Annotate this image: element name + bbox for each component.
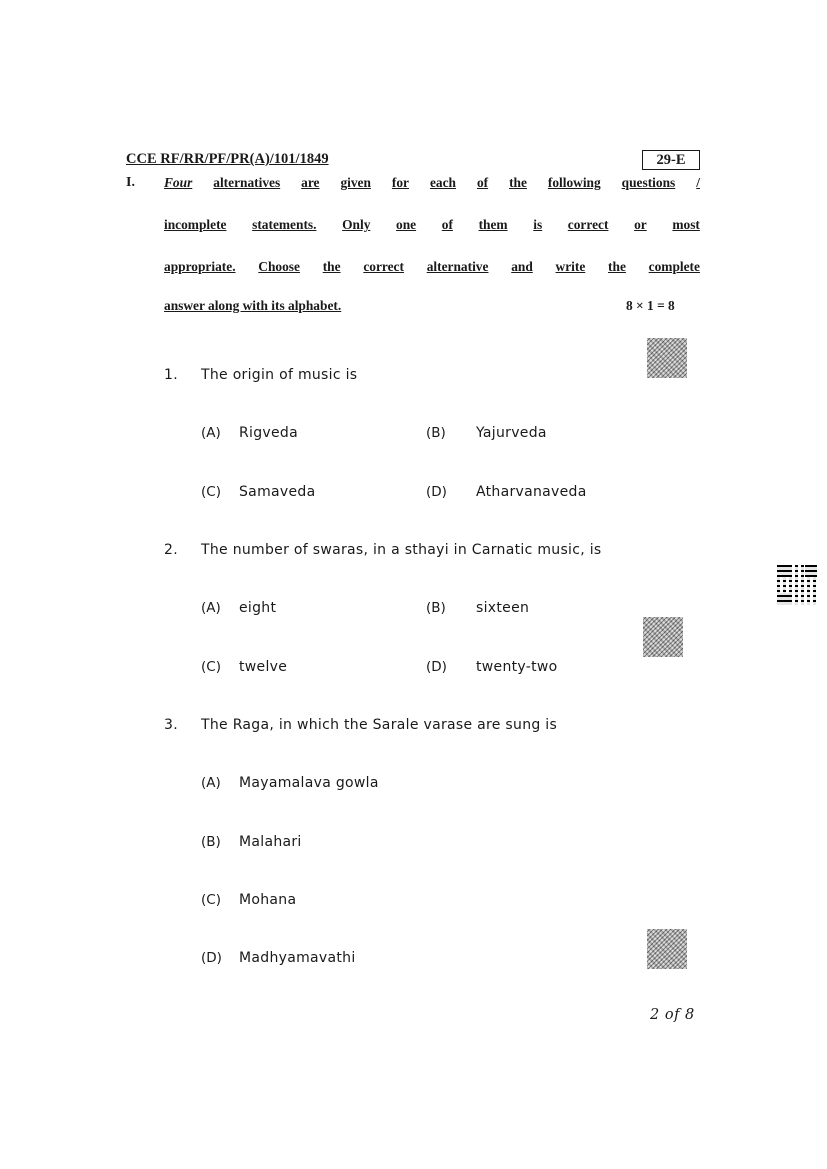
instruction-line-4: answer along with its alphabet. (164, 298, 342, 313)
page-indicator: 2 of 8 (650, 1007, 695, 1023)
option-letter: (D) (426, 659, 447, 675)
instruction-word: Four (164, 175, 193, 190)
exam-code: CCE RF/RR/PF/PR(A)/101/1849 (126, 151, 329, 167)
section-number: I. (126, 175, 135, 190)
instruction-word: of (441, 217, 453, 232)
instruction-word: incomplete (164, 217, 227, 232)
option-letter: (D) (426, 484, 447, 500)
option-letter: (B) (426, 425, 446, 441)
instruction-word: alternative (426, 259, 489, 274)
question-text: The origin of music is (201, 367, 358, 383)
option-text: twelve (239, 659, 288, 675)
instruction-word: and (511, 259, 533, 274)
option-text: sixteen (476, 600, 530, 616)
instruction-word: write (555, 259, 586, 274)
option-text: Madhyamavathi (239, 950, 356, 966)
option-letter: (D) (201, 950, 222, 966)
option-text: Samaveda (239, 484, 316, 500)
instruction-word: the (509, 175, 527, 190)
instruction-word: for (391, 175, 410, 190)
instruction-word: most (672, 217, 700, 232)
instruction-word: or (634, 217, 647, 232)
question-text: The number of swaras, in a sthayi in Carnatic music, is (201, 542, 602, 558)
instruction-line-1 (164, 175, 700, 191)
qr-code-icon (777, 565, 817, 605)
instruction-word: them (478, 217, 508, 232)
option-text: Rigveda (239, 425, 298, 441)
option-text: Atharvanaveda (476, 484, 587, 500)
option-text: Yajurveda (476, 425, 547, 441)
option-text: Malahari (239, 834, 302, 850)
instruction-word: are (301, 175, 320, 190)
question-text: The Raga, in which the Sarale varase are sung is (201, 717, 558, 733)
option-letter: (A) (201, 425, 221, 441)
question-number: 1. (164, 367, 178, 383)
question-number: 2. (164, 542, 178, 558)
option-text: Mayamalava gowla (239, 775, 379, 791)
option-text: twenty-two (476, 659, 558, 675)
instruction-word: is (533, 217, 543, 232)
instruction-word: one (396, 217, 417, 232)
option-letter: (A) (201, 600, 221, 616)
instruction-word: alternatives (213, 175, 281, 190)
instruction-word: the (608, 259, 626, 274)
instruction-word: given (340, 175, 371, 190)
instruction-word: of (476, 175, 489, 190)
scan-noise-mark (643, 617, 683, 657)
option-letter: (B) (426, 600, 446, 616)
instruction-line-3 (164, 259, 700, 275)
instruction-word: Only (342, 217, 371, 232)
option-text: Mohana (239, 892, 297, 908)
marks-formula: 8 × 1 = 8 (626, 298, 675, 313)
question-number: 3. (164, 717, 178, 733)
paper-code-badge: 29-E (642, 150, 700, 170)
option-text: eight (239, 600, 277, 616)
instruction-word: the (322, 259, 341, 274)
instruction-word: / (696, 175, 700, 190)
option-letter: (B) (201, 834, 221, 850)
instruction-word: following (547, 175, 601, 190)
scan-noise-mark (647, 338, 687, 378)
option-letter: (C) (201, 892, 221, 908)
instruction-word: Choose (258, 259, 300, 274)
instruction-word: correct (567, 217, 609, 232)
instruction-word: statements. (252, 217, 317, 232)
instruction-word: each (429, 175, 456, 190)
scan-noise-mark (647, 929, 687, 969)
instruction-word: appropriate. (164, 259, 236, 274)
option-letter: (C) (201, 484, 221, 500)
option-letter: (C) (201, 659, 221, 675)
instruction-word: questions (621, 175, 676, 190)
instruction-line-2 (164, 217, 700, 233)
instruction-word: correct (363, 259, 404, 274)
option-letter: (A) (201, 775, 221, 791)
instruction-word: complete (648, 259, 700, 274)
